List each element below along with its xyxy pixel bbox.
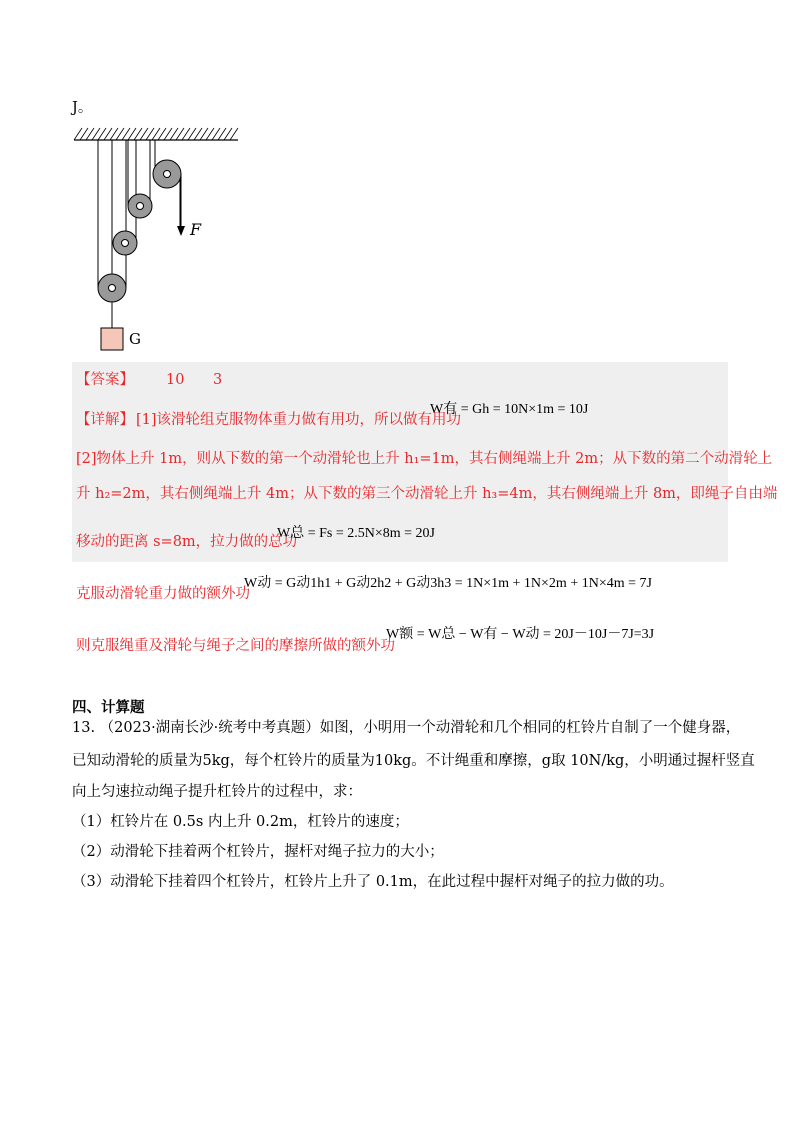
total-work-equation: W总 = Fs = 2.5N×8m = 20J xyxy=(277,526,435,541)
detail-tag: 【详解】 xyxy=(76,412,134,428)
pulley-second xyxy=(113,231,137,255)
problem-line-3: 向上匀速拉动绳子提升杠铃片的过程中，求： xyxy=(72,784,362,800)
answer-value-1: 10 xyxy=(166,372,185,388)
answer-tag: 【答案】 xyxy=(76,372,134,388)
force-label: F xyxy=(190,220,202,239)
detail-line-6: 则克服绳重及滑轮与绳子之间的摩擦所做的额外功 xyxy=(76,638,395,654)
detail-line-3: 升 h₂=2m，其右侧绳端上升 4m；从下数的第三个动滑轮上升 h₃=4m，其右侧绳端上升 8m，即绳子自由端 xyxy=(76,486,778,502)
detail-line-1: [1]该滑轮组克服物体重力做有用功，所以做有用功 xyxy=(136,412,462,428)
weight-label: G xyxy=(129,330,141,348)
useful-work-equation: W有 = Gh = 10N×1m = 10J xyxy=(430,402,589,417)
pulley-diagram xyxy=(60,118,260,356)
extra-pulley-equation: W动 = G动1h1 + G动2h2 + G动3h3 = 1N×1m + 1N×2m + 1N×4m = 7J xyxy=(244,576,652,591)
ceiling xyxy=(74,128,238,140)
pulley-third xyxy=(128,194,152,218)
question-2: （2）动滑轮下挂着两个杠铃片，握杆对绳子拉力的大小； xyxy=(72,844,444,860)
top-fragment: J。 xyxy=(72,100,93,116)
force-arrow xyxy=(177,174,185,236)
pulley-top xyxy=(153,160,181,188)
detail-line-2: [2]物体上升 1m，则从下数的第一个动滑轮也上升 h₁=1m，其右侧绳端上升 2m；从下数的第二个动滑轮上 xyxy=(76,451,773,467)
detail-line-4: 移动的距离 s=8m，拉力做的总功 xyxy=(76,534,298,550)
pulley-bottom xyxy=(98,274,126,302)
question-3: （3）动滑轮下挂着四个杠铃片，杠铃片上升了 0.1m，在此过程中握杆对绳子的拉力做的功。 xyxy=(72,874,674,890)
weight-block xyxy=(101,328,123,350)
detail-line-5: 克服动滑轮重力做的额外功 xyxy=(76,586,250,602)
extra-friction-equation: W额 = W总 − W有 − W动 = 20J－10J－7J=3J xyxy=(386,627,655,642)
problem-line-1: 13. （2023·湖南长沙·统考中考真题）如图，小明用一个动滑轮和几个相同的杠铃片自制了一个健身器， xyxy=(72,720,741,736)
question-1: （1）杠铃片在 0.5s 内上升 0.2m，杠铃片的速度； xyxy=(72,814,409,830)
answer-value-2: 3 xyxy=(213,372,223,388)
section-heading: 四、计算题 xyxy=(72,699,145,716)
problem-line-2: 已知动滑轮的质量为5kg，每个杠铃片的质量为10kg。不计绳重和摩擦，g取 10N/kg，小明通过握杆竖直 xyxy=(72,753,755,769)
